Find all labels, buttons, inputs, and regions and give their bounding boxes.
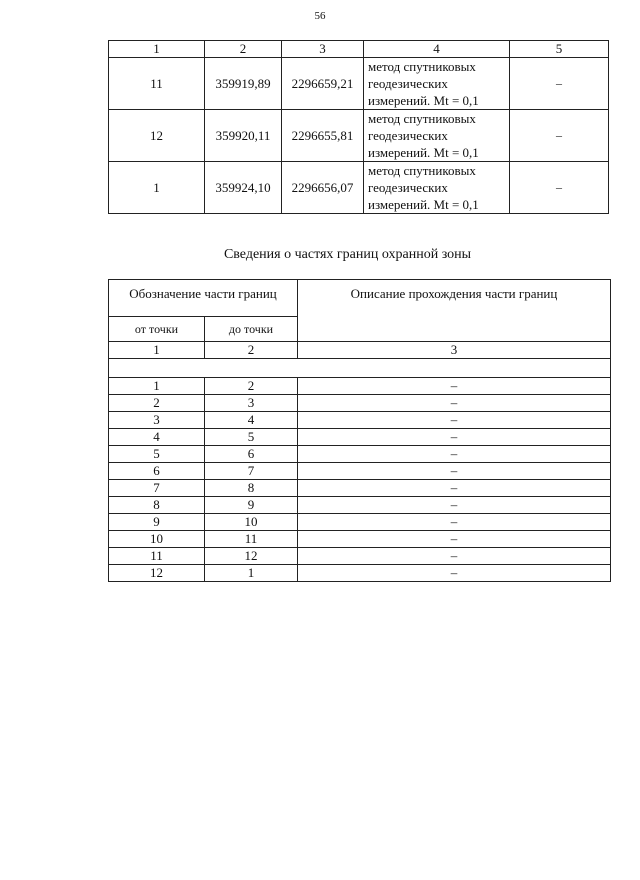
table-row [109,110,609,162]
column-number: 1 [109,342,205,359]
coordinate-y: 2296659,21 [282,58,364,110]
column-number: 3 [282,41,364,58]
column-number: 2 [205,342,298,359]
from-point: 10 [109,531,205,548]
to-point: 2 [205,378,298,395]
table-row [109,548,611,565]
from-point-header: от точки [109,317,205,342]
segment-description: – [298,514,611,531]
from-point: 9 [109,514,205,531]
coordinate-x: 359919,89 [205,58,282,110]
from-point: 6 [109,463,205,480]
column-number: 2 [205,41,282,58]
segments-body [109,378,611,582]
table-row [109,58,609,110]
segment-description: – [298,395,611,412]
to-point: 1 [205,565,298,582]
to-point: 3 [205,395,298,412]
segment-description: – [298,446,611,463]
from-point: 4 [109,429,205,446]
segment-description: – [298,497,611,514]
from-point: 3 [109,412,205,429]
note-cell: – [510,58,609,110]
point-number: 12 [109,110,205,162]
from-point: 2 [109,395,205,412]
to-point: 6 [205,446,298,463]
coordinate-x: 359924,10 [205,162,282,214]
page-number: 56 [314,10,326,22]
coordinate-y: 2296655,81 [282,110,364,162]
column-number: 5 [510,41,609,58]
column-numbers-row [109,342,611,359]
table-row [109,565,611,582]
column-number: 4 [364,41,510,58]
table-row [109,463,611,480]
segment-description: – [298,548,611,565]
from-point: 11 [109,548,205,565]
table-row [109,497,611,514]
segment-description: – [298,463,611,480]
method-description: метод спутниковых геодезических измерений. Mt = 0,1 [364,58,510,110]
segment-description: – [298,531,611,548]
from-point: 8 [109,497,205,514]
to-point-header: до точки [205,317,298,342]
description-header: Описание прохождения части границ [298,280,611,342]
table-row [109,395,611,412]
from-point: 5 [109,446,205,463]
table-row [109,514,611,531]
table-row [109,412,611,429]
method-description: метод спутниковых геодезических измерений. Mt = 0,1 [364,162,510,214]
to-point: 8 [205,480,298,497]
from-point: 12 [109,565,205,582]
boundary-parts-table [108,279,611,582]
segment-description: – [298,480,611,497]
segment-description: – [298,412,611,429]
note-cell: – [510,110,609,162]
segment-description: – [298,429,611,446]
table-row [109,162,609,214]
table-row [109,429,611,446]
table-row [109,446,611,463]
point-number: 1 [109,162,205,214]
to-point: 5 [205,429,298,446]
designation-header: Обозначение части границ [109,280,298,317]
to-point: 7 [205,463,298,480]
table-row [109,531,611,548]
coordinate-x: 359920,11 [205,110,282,162]
segment-description: – [298,378,611,395]
to-point: 11 [205,531,298,548]
segment-description: – [298,565,611,582]
from-point: 1 [109,378,205,395]
to-point: 12 [205,548,298,565]
coordinates-table [108,40,609,214]
to-point: 9 [205,497,298,514]
note-cell: – [510,162,609,214]
method-description: метод спутниковых геодезических измерений. Mt = 0,1 [364,110,510,162]
table-header-row [109,41,609,58]
column-number: 1 [109,41,205,58]
to-point: 10 [205,514,298,531]
point-number: 11 [109,58,205,110]
table-row [109,378,611,395]
from-point: 7 [109,480,205,497]
table-row [109,480,611,497]
to-point: 4 [205,412,298,429]
coordinate-y: 2296656,07 [282,162,364,214]
section-title: Сведения о частях границ охранной зоны [223,247,472,262]
column-number: 3 [298,342,611,359]
empty-row [109,359,611,378]
